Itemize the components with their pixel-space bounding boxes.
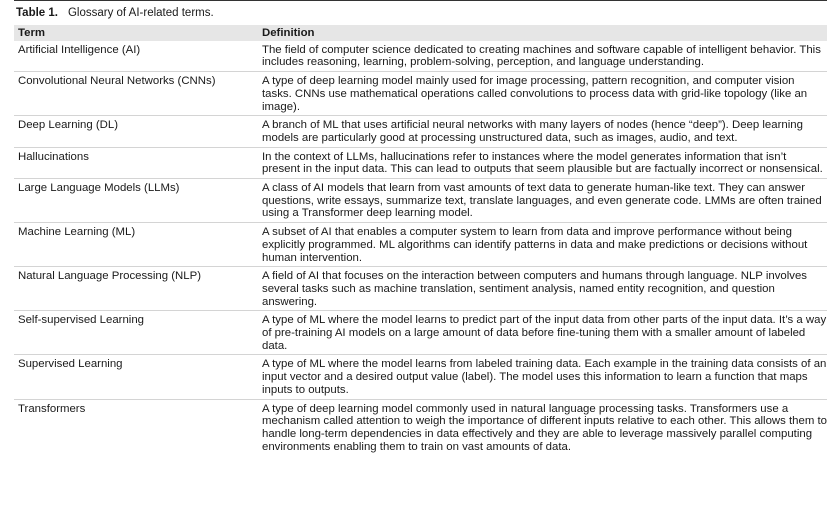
term-cell: Hallucinations: [14, 147, 258, 178]
definition-cell: A type of deep learning model mainly used for image processing, pattern recognition, and computer vision tasks. CNNs use mathematical operations called convolutions to process data with grid-like topology (like an image).: [258, 72, 827, 116]
definition-cell: A class of AI models that learn from vast amounts of text data to generate human-like text. They can answer questions, write essays, summarize text, translate languages, and even generate code. LMMs are often trained using a Transformer deep learning model.: [258, 179, 827, 223]
table-row: [14, 311, 827, 355]
term-cell: Convolutional Neural Networks (CNNs): [14, 72, 258, 116]
table-caption-label: Table 1.: [16, 7, 58, 19]
definition-cell: The field of computer science dedicated to creating machines and software capable of intelligent behavior. This includes reasoning, learning, problem-solving, perception, and language understanding.: [262, 43, 821, 69]
definition-cell: A type of ML where the model learns from labeled training data. Each example in the training data consists of an input vector and a desired output value (label). The model uses this information to learn a function that maps inputs to outputs.: [258, 355, 827, 399]
definition-cell: In the context of LLMs, hallucinations refer to instances where the model generates information that isn’t present in the input data. This can lead to outputs that seem plausible but are factually incorrect or nonsensical.: [258, 147, 827, 178]
definition-cell: A type of ML where the model learns to predict part of the input data from other parts of the input data. It’s a way of pre-training AI models on a large amount of data before fine-tuning them with a smaller amount of labeled data.: [258, 311, 827, 355]
table-row: [14, 399, 827, 455]
table-caption: [14, 0, 827, 25]
definition-cell: A subset of AI that enables a computer system to learn from data and improve performance without being explicitly programmed. ML algorithms can identify patterns in data and make predictions or decisions without human intervention.: [258, 223, 827, 267]
term-cell: Machine Learning (ML): [14, 223, 258, 267]
definition-cell: A branch of ML that uses artificial neural networks with many layers of nodes (hence “deep”). Deep learning models are particularly good at processing unstructured data, such as images, audio, and text.: [258, 116, 827, 147]
term-cell: Artificial Intelligence (AI): [18, 43, 141, 56]
term-cell: Deep Learning (DL): [14, 116, 258, 147]
term-cell: Large Language Models (LLMs): [14, 179, 258, 223]
term-cell: Transformers: [14, 399, 258, 455]
glossary-table: [14, 25, 827, 455]
table-caption-text: Glossary of AI-related terms.: [67, 7, 214, 19]
table-row: [14, 72, 827, 116]
table-row: [14, 355, 827, 399]
table-row: [14, 267, 827, 311]
term-cell: Supervised Learning: [14, 355, 258, 399]
table-row: [14, 223, 827, 267]
table-row: [14, 41, 827, 72]
table-row: [14, 116, 827, 147]
table-row: [14, 179, 827, 223]
table-row: [14, 147, 827, 178]
table-header-row: [14, 25, 827, 41]
header-definition: Definition: [258, 25, 827, 41]
term-cell: Self-supervised Learning: [14, 311, 258, 355]
term-cell: Natural Language Processing (NLP): [14, 267, 258, 311]
header-term: Term: [14, 25, 258, 41]
definition-cell: A field of AI that focuses on the interaction between computers and humans through language. NLP involves several tasks such as machine translation, sentiment analysis, named entity recognition, and question answering.: [258, 267, 827, 311]
definition-cell: A type of deep learning model commonly used in natural language processing tasks. Transformers use a mechanism called attention to weigh the importance of different inputs relative to each other. This allows them to handle long-term dependencies in data effectively and they are able to leverage massively parallel computing environments enabling them to train on vast amounts of data.: [258, 399, 827, 455]
